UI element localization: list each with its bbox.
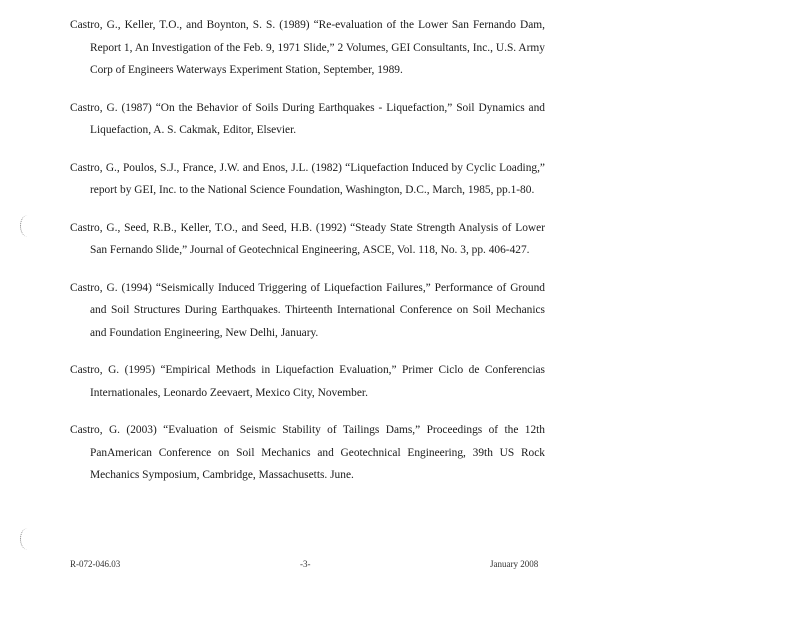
- reference-entry: Castro, G., Seed, R.B., Keller, T.O., and Seed, H.B. (1992) “Steady State Strength Analysis of Lower San Fernando Slide,” Journal of Geotechnical Engineering, ASCE, Vol. 118, No. 3, pp. 406-427.: [70, 221, 545, 256]
- document-number: R-072-046.03: [70, 559, 121, 569]
- reference-entry: Castro, G. (2003) “Evaluation of Seismic Stability of Tailings Dams,” Proceedings of the 12th PanAmerican Conference on Soil Mechanics and Geotechnical Engineering, 39th US Rock Mechanics Symposium, Cambridge, Massachusetts. June.: [70, 424, 545, 481]
- reference-entry: Castro, G., Keller, T.O., and Boynton, S. S. (1989) “Re-evaluation of the Lower San Fernando Dam, Report 1, An Investigation of the Feb. 9, 1971 Slide,” 2 Volumes, GEI Consultants, Inc., U.S. Army Corp of Engineers Waterways Experiment Station, September, 1989.: [70, 19, 545, 76]
- page-number: -3-: [300, 559, 311, 569]
- reference-entry: Castro, G. (1987) “On the Behavior of Soils During Earthquakes - Liquefaction,” Soil Dynamics and Liquefaction, A. S. Cakmak, Editor, Elsevier.: [70, 101, 545, 136]
- reference-entry: Castro, G. (1994) “Seismically Induced Triggering of Liquefaction Failures,” Performance of Ground and Soil Structures During Earthquakes. Thirteenth International Conference on Soil Mechanics and Foundation Engineering, New Delhi, January.: [70, 281, 545, 339]
- reference-entry: Castro, G. (1995) “Empirical Methods in Liquefaction Evaluation,” Primer Ciclo de Conferencias Internationales, Leonardo Zeevaert, Mexico City, November.: [70, 364, 545, 399]
- binding-hole-mark: [20, 215, 35, 237]
- document-date: January 2008: [490, 559, 539, 569]
- reference-entry: Castro, G., Poulos, S.J., France, J.W. and Enos, J.L. (1982) “Liquefaction Induced by Cyclic Loading,” report by GEI, Inc. to the National Science Foundation, Washington, D.C., March, 1985, pp.1-80.: [70, 161, 545, 196]
- binding-hole-mark: [20, 528, 35, 550]
- reference-list: [70, 14, 545, 487]
